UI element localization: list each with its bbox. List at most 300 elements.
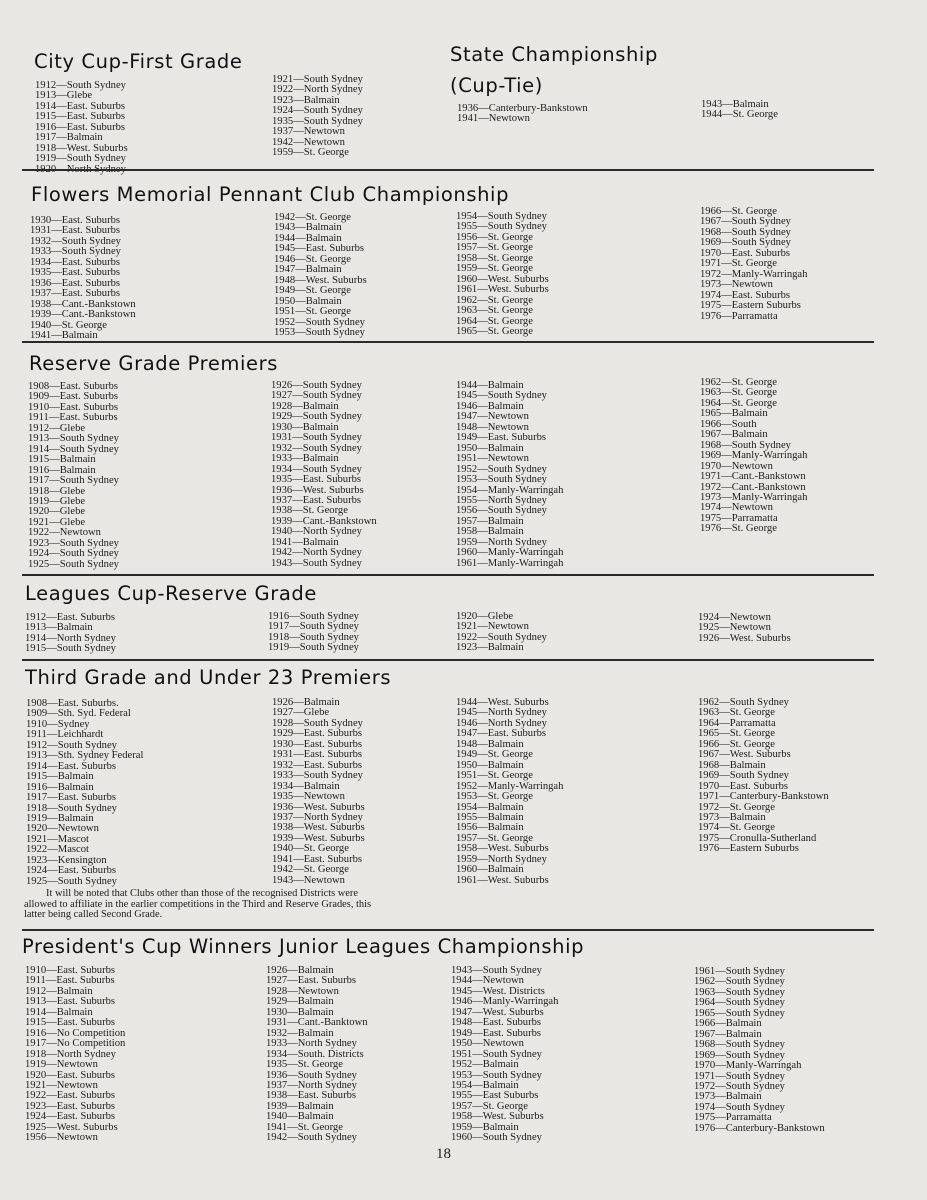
- winner-entry: 1964—Parramatta: [698, 717, 776, 729]
- winner-entry: 1952—Balmain: [451, 1059, 519, 1071]
- winner-entry: 1945—East. Suburbs: [274, 243, 365, 255]
- winner-entry: 1919—South Sydney: [35, 153, 126, 165]
- winner-entry: 1935—St. George: [266, 1059, 343, 1071]
- third-col-2: [272, 698, 365, 886]
- winner-entry: 1919—South Sydney: [268, 642, 359, 654]
- winner-entry: 1921—Mascot: [26, 833, 89, 845]
- winner-entry: 1916—No Competition: [25, 1027, 126, 1039]
- city-cup-heading: City Cup-First Grade: [34, 50, 243, 73]
- winner-entry: 1962—St. George: [700, 377, 777, 388]
- city-cup-col-1: [35, 81, 128, 175]
- winner-entry: 1972—Cant.-Bankstown: [700, 481, 806, 493]
- winner-entry: 1915—Balmain: [26, 771, 94, 783]
- winner-entry: 1924—Newtown: [698, 612, 771, 623]
- leagues-col-2: [268, 612, 359, 654]
- winner-entry: 1975—Cronulla-Sutherland: [698, 832, 817, 844]
- winner-entry: 1912—South Sydney: [35, 80, 126, 91]
- winner-entry: 1933—Balmain: [271, 453, 339, 465]
- winner-entry: 1968—South Sydney: [700, 226, 791, 238]
- winner-entry: 1910—Sydney: [26, 718, 90, 730]
- presidents-col-1: [25, 966, 125, 1144]
- winner-entry: 1964—St. George: [700, 397, 777, 409]
- winner-entry: 1940—St. George: [272, 843, 349, 855]
- winner-entry: 1976—Canterbury-Bankstown: [694, 1122, 825, 1134]
- winner-entry: 1961—West. Suburbs: [456, 874, 549, 886]
- winner-entry: 1975—Eastern Suburbs: [700, 300, 801, 312]
- winner-entry: 1957—St. George: [451, 1100, 528, 1112]
- winner-entry: 1961—West. Suburbs: [456, 284, 549, 296]
- winner-entry: 1946—Balmain: [456, 400, 524, 412]
- footnote-line-3: latter being called Second Grade.: [24, 909, 163, 921]
- winner-entry: 1915—East. Suburbs: [25, 1017, 116, 1029]
- winner-entry: 1933—South Sydney: [30, 246, 121, 258]
- winner-entry: 1962—St. George: [456, 294, 533, 306]
- winner-entry: 1963—St. George: [456, 305, 533, 317]
- winner-entry: 1963—St. George: [698, 707, 775, 719]
- winner-entry: 1919—Balmain: [26, 812, 94, 824]
- winner-entry: 1929—South Sydney: [271, 411, 362, 423]
- winner-entry: 1922—East. Suburbs: [25, 1090, 116, 1102]
- winner-entry: 1926—South Sydney: [271, 380, 362, 391]
- winner-entry: 1918—West. Suburbs: [35, 142, 128, 154]
- winner-entry: 1944—Newtown: [451, 975, 524, 987]
- winner-entry: 1908—East. Suburbs.: [26, 698, 119, 709]
- winner-entry: 1936—West. Suburbs: [272, 801, 365, 813]
- winner-entry: 1930—East. Suburbs: [272, 738, 363, 750]
- winner-entry: 1952—South Sydney: [274, 316, 365, 328]
- winner-entry: 1973—Newtown: [700, 279, 773, 291]
- state-championship-heading-line-2: (Cup-Tie): [450, 74, 543, 97]
- flowers-col-1: [30, 216, 136, 341]
- winner-entry: 1964—South Sydney: [694, 997, 785, 1009]
- leagues-col-1: [25, 613, 116, 655]
- winner-entry: 1960—Manly-Warringah: [456, 547, 564, 559]
- winner-entry: 1969—South Sydney: [694, 1049, 785, 1061]
- winner-entry: 1969—South Sydney: [700, 237, 791, 249]
- third-col-4: [698, 698, 829, 855]
- winner-entry: 1954—South Sydney: [456, 211, 547, 222]
- reserve-col-1: [28, 382, 119, 570]
- winner-entry: 1953—South Sydney: [451, 1069, 542, 1081]
- winner-entry: 1962—South Sydney: [694, 976, 785, 988]
- winner-entry: 1922—Newtown: [28, 527, 101, 539]
- presidents-col-2: [266, 966, 368, 1144]
- winner-entry: 1973—Manly-Warringah: [700, 491, 808, 503]
- winner-entry: 1937—Newtown: [272, 126, 345, 138]
- flowers-col-3: [456, 212, 549, 337]
- winner-entry: 1941—Balmain: [271, 536, 339, 548]
- winner-entry: 1957—Balmain: [456, 515, 524, 527]
- winner-entry: 1954—Manly-Warringah: [456, 484, 564, 496]
- winner-entry: 1950—Balmain: [456, 442, 524, 454]
- winner-entry: 1976—St. George: [700, 523, 777, 535]
- winner-entry: 1968—Balmain: [698, 759, 766, 771]
- winner-entry: 1960—Balmain: [456, 864, 524, 876]
- winner-entry: 1921—South Sydney: [272, 74, 363, 85]
- winner-entry: 1917—No Competition: [25, 1038, 126, 1050]
- winner-entry: 1934—South Sydney: [271, 463, 362, 475]
- winner-entry: 1918—South Sydney: [26, 802, 117, 814]
- winner-entry: 1922—South Sydney: [456, 631, 547, 643]
- winner-entry: 1950—Balmain: [274, 295, 342, 307]
- third-col-3: [456, 698, 563, 886]
- winner-entry: 1926—West. Suburbs: [698, 632, 791, 644]
- winner-entry: 1950—Balmain: [456, 759, 524, 771]
- winner-entry: 1976—Eastern Suburbs: [698, 843, 799, 855]
- winner-entry: 1940—St. George: [30, 319, 107, 331]
- winner-entry: 1935—East. Suburbs: [30, 267, 121, 279]
- winner-entry: 1973—Balmain: [694, 1091, 762, 1103]
- winner-entry: 1952—South Sydney: [456, 463, 547, 475]
- winner-entry: 1923—Balmain: [272, 94, 340, 106]
- winner-entry: 1967—Balmain: [700, 429, 768, 441]
- winner-entry: 1917—East. Suburbs: [26, 792, 117, 804]
- winner-entry: 1961—South Sydney: [694, 966, 785, 977]
- winner-entry: 1925—South Sydney: [26, 875, 117, 887]
- winner-entry: 1967—Balmain: [694, 1028, 762, 1040]
- winner-entry: 1913—Balmain: [25, 622, 93, 634]
- winner-entry: 1968—South Sydney: [694, 1039, 785, 1051]
- winner-entry: 1909—Sth. Syd. Federal: [26, 708, 131, 720]
- winner-entry: 1925—Newtown: [698, 622, 771, 634]
- winner-entry: 1956—St. George: [456, 231, 533, 243]
- winner-entry: 1951—South Sydney: [451, 1048, 542, 1060]
- winner-entry: 1923—East. Suburbs: [25, 1100, 116, 1112]
- winner-entry: 1959—North Sydney: [456, 853, 547, 865]
- winner-entry: 1939—Cant.-Bankstown: [30, 309, 136, 321]
- winner-entry: 1965—Balmain: [700, 408, 768, 420]
- winner-entry: 1976—Parramatta: [700, 310, 778, 322]
- winner-entry: 1914—East. Suburbs: [35, 100, 126, 112]
- winner-entry: 1965—South Sydney: [694, 1007, 785, 1019]
- winner-entry: 1919—Newtown: [25, 1059, 98, 1071]
- winner-entry: 1937—East. Suburbs: [271, 494, 362, 506]
- section-divider: [22, 574, 874, 576]
- winner-entry: 1972—South Sydney: [694, 1080, 785, 1092]
- winner-entry: 1927—South Sydney: [271, 390, 362, 402]
- winner-entry: 1944—West. Suburbs: [456, 697, 549, 708]
- winner-entry: 1953—South Sydney: [274, 326, 365, 338]
- winner-entry: 1949—East. Suburbs: [451, 1027, 542, 1039]
- winner-entry: 1936—Canterbury-Bankstown: [457, 103, 588, 114]
- winner-entry: 1927—Glebe: [272, 707, 330, 719]
- winner-entry: 1914—Balmain: [25, 1006, 93, 1018]
- winner-entry: 1920—Newtown: [26, 823, 99, 835]
- winner-entry: 1955—South Sydney: [456, 221, 547, 233]
- winner-entry: 1934—Balmain: [272, 780, 340, 792]
- winner-entry: 1929—East. Suburbs: [272, 728, 363, 740]
- winner-entry: 1936—West. Suburbs: [271, 484, 364, 496]
- winner-entry: 1966—St. George: [700, 206, 777, 217]
- winner-entry: 1950—Newtown: [451, 1038, 524, 1050]
- winner-entry: 1974—Newtown: [700, 502, 773, 514]
- winner-entry: 1927—East. Suburbs: [266, 975, 357, 987]
- winner-entry: 1974—South Sydney: [694, 1101, 785, 1113]
- winner-entry: 1942—St. George: [272, 864, 349, 876]
- presidents-cup-heading: President's Cup Winners Junior Leagues Championship: [22, 935, 585, 958]
- winner-entry: 1946—Manly-Warringah: [451, 996, 559, 1008]
- winner-entry: 1952—Manly-Warringah: [456, 780, 564, 792]
- winner-entry: 1932—South Sydney: [271, 442, 362, 454]
- winner-entry: 1928—Newtown: [266, 985, 339, 997]
- winner-entry: 1908—East. Suburbs: [28, 381, 119, 392]
- winner-entry: 1938—Cant.-Bankstown: [30, 298, 136, 310]
- winner-entry: 1941—St. George: [266, 1121, 343, 1133]
- flowers-memorial-heading: Flowers Memorial Pennant Club Championship: [31, 183, 510, 206]
- winner-entry: 1946—St. George: [274, 253, 351, 265]
- winner-entry: 1932—Balmain: [266, 1027, 334, 1039]
- winner-entry: 1917—South Sydney: [268, 621, 359, 633]
- winner-entry: 1944—St. George: [701, 109, 778, 121]
- winner-entry: 1932—South Sydney: [30, 235, 121, 247]
- state-championship-col-2: [701, 100, 778, 121]
- winner-entry: 1971—South Sydney: [694, 1070, 785, 1082]
- winner-entry: 1967—South Sydney: [700, 216, 791, 228]
- winner-entry: 1910—East. Suburbs: [25, 965, 116, 976]
- winner-entry: 1916—East. Suburbs: [35, 121, 126, 133]
- winner-entry: 1941—East. Suburbs: [272, 853, 363, 865]
- winner-entry: 1915—South Sydney: [25, 643, 116, 655]
- winner-entry: 1938—East. Suburbs: [266, 1090, 357, 1102]
- winner-entry: 1921—Glebe: [28, 516, 86, 528]
- reserve-grade-heading: Reserve Grade Premiers: [29, 352, 279, 375]
- winner-entry: 1925—West. Suburbs: [25, 1121, 118, 1133]
- winner-entry: 1966—Balmain: [694, 1018, 762, 1030]
- winner-entry: 1964—St. George: [456, 315, 533, 327]
- winner-entry: 1949—St. George: [274, 285, 351, 297]
- winner-entry: 1972—Manly-Warringah: [700, 268, 808, 280]
- winner-entry: 1967—West. Suburbs: [698, 749, 791, 761]
- winner-entry: 1925—South Sydney: [28, 558, 119, 570]
- reserve-col-4: [700, 378, 807, 535]
- winner-entry: 1966—St. George: [698, 738, 775, 750]
- winner-entry: 1955—East Suburbs: [451, 1090, 539, 1102]
- winner-entry: 1956—Newtown: [25, 1132, 98, 1144]
- winner-entry: 1969—Manly-Warringah: [700, 450, 808, 462]
- winner-entry: 1963—St. George: [700, 387, 777, 399]
- winner-entry: 1965—St. George: [456, 325, 533, 337]
- winner-entry: 1971—Canterbury-Bankstown: [698, 791, 829, 803]
- winner-entry: 1969—South Sydney: [698, 770, 789, 782]
- winner-entry: 1951—St. George: [456, 770, 533, 782]
- section-divider: [22, 341, 874, 343]
- winner-entry: 1961—Manly-Warringah: [456, 557, 564, 569]
- winner-entry: 1938—St. George: [271, 505, 348, 517]
- third-grade-heading: Third Grade and Under 23 Premiers: [25, 666, 392, 689]
- state-championship-col-1: [457, 104, 588, 125]
- winner-entry: 1942—St. George: [274, 212, 351, 223]
- winner-entry: 1917—Balmain: [35, 132, 103, 144]
- winner-entry: 1930—East. Suburbs: [30, 215, 121, 226]
- winner-entry: 1960—West. Suburbs: [456, 273, 549, 285]
- winner-entry: 1926—Balmain: [272, 697, 340, 708]
- winner-entry: 1926—Balmain: [266, 965, 334, 976]
- winner-entry: 1916—Balmain: [26, 781, 94, 793]
- winner-entry: 1921—Newtown: [456, 621, 529, 633]
- winner-entry: 1947—Newtown: [456, 411, 529, 423]
- presidents-col-3: [451, 966, 558, 1144]
- winner-entry: 1945—North Sydney: [456, 707, 547, 719]
- winner-entry: 1957—St. George: [456, 832, 533, 844]
- winner-entry: 1911—East. Suburbs: [28, 412, 118, 424]
- third-col-1: [26, 699, 143, 887]
- winner-entry: 1911—Leichhardt: [26, 729, 104, 741]
- winner-entry: 1943—Balmain: [274, 222, 342, 234]
- winner-entry: 1947—East. Suburbs: [456, 728, 547, 740]
- winner-entry: 1924—South Sydney: [272, 105, 363, 117]
- winner-entry: 1965—St. George: [698, 728, 775, 740]
- winner-entry: 1959—St. George: [456, 263, 533, 275]
- section-divider: [22, 659, 874, 661]
- winner-entry: 1912—Balmain: [25, 985, 93, 997]
- winner-entry: 1963—South Sydney: [694, 986, 785, 998]
- winner-entry: 1931—South Sydney: [271, 432, 362, 444]
- winner-entry: 1954—Balmain: [456, 801, 524, 813]
- winner-entry: 1943—Balmain: [701, 99, 769, 110]
- flowers-col-4: [700, 207, 807, 322]
- winner-entry: 1912—Glebe: [28, 422, 86, 434]
- winner-entry: 1937—East. Suburbs: [30, 288, 121, 300]
- winner-entry: 1956—Balmain: [456, 822, 524, 834]
- winner-entry: 1947—Balmain: [274, 264, 342, 276]
- winner-entry: 1928—Balmain: [271, 400, 339, 412]
- winner-entry: 1922—North Sydney: [272, 84, 363, 96]
- winner-entry: 1956—South Sydney: [456, 505, 547, 517]
- winner-entry: 1970—East. Suburbs: [698, 780, 789, 792]
- winner-entry: 1936—East. Suburbs: [30, 277, 121, 289]
- leagues-col-3: [456, 612, 547, 654]
- winner-entry: 1909—East. Suburbs: [28, 391, 119, 403]
- winner-entry: 1936—South Sydney: [266, 1069, 357, 1081]
- winner-entry: 1958—West. Suburbs: [456, 843, 549, 855]
- winner-entry: 1973—Balmain: [698, 811, 766, 823]
- winner-entry: 1916—Balmain: [28, 464, 96, 476]
- winner-entry: 1913—South Sydney: [28, 433, 119, 445]
- winner-entry: 1974—East. Suburbs: [700, 289, 791, 301]
- winner-entry: 1931—Cant.-Banktown: [266, 1017, 368, 1029]
- winner-entry: 1939—Balmain: [266, 1100, 334, 1112]
- winner-entry: 1972—St. George: [698, 801, 775, 813]
- winner-entry: 1943—Newtown: [272, 874, 345, 886]
- winner-entry: 1920—East. Suburbs: [25, 1069, 116, 1081]
- leagues-col-4: [698, 613, 791, 644]
- winner-entry: 1929—Balmain: [266, 996, 334, 1008]
- winner-entry: 1974—St. George: [698, 822, 775, 834]
- winner-entry: 1934—South. Districts: [266, 1048, 364, 1060]
- winner-entry: 1912—South Sydney: [26, 739, 117, 751]
- section-divider: [22, 929, 874, 931]
- winner-entry: 1919—Glebe: [28, 495, 86, 507]
- winner-entry: 1918—North Sydney: [25, 1048, 116, 1060]
- footnote-line-2: allowed to affiliate in the earlier competitions in the Third and Reserve Grades, this: [24, 898, 372, 910]
- winner-entry: 1917—South Sydney: [28, 475, 119, 487]
- reserve-col-3: [456, 381, 563, 569]
- winner-entry: 1913—Glebe: [35, 90, 93, 102]
- winner-entry: 1954—Balmain: [451, 1079, 519, 1091]
- winner-entry: 1916—South Sydney: [268, 611, 359, 622]
- winner-entry: 1971—St. George: [700, 258, 777, 270]
- winner-entry: 1923—South Sydney: [28, 537, 119, 549]
- winner-entry: 1942—Newtown: [272, 136, 345, 148]
- winner-entry: 1953—St. George: [456, 791, 533, 803]
- section-divider: [22, 169, 874, 171]
- winner-entry: 1958—Balmain: [456, 526, 524, 538]
- winner-entry: 1924—East. Suburbs: [25, 1111, 116, 1123]
- winner-entry: 1966—South: [700, 418, 757, 430]
- winner-entry: 1933—North Sydney: [266, 1038, 357, 1050]
- winner-entry: 1955—Balmain: [456, 811, 524, 823]
- winner-entry: 1915—Balmain: [28, 454, 96, 466]
- winner-entry: 1958—West. Suburbs: [451, 1111, 544, 1123]
- leagues-cup-heading: Leagues Cup-Reserve Grade: [25, 582, 317, 605]
- winner-entry: 1934—East. Suburbs: [30, 256, 121, 268]
- flowers-col-2: [274, 213, 367, 338]
- page-number: 18: [436, 1146, 451, 1162]
- winner-entry: 1943—South Sydney: [271, 557, 362, 569]
- winner-entry: 1949—St. George: [456, 749, 533, 761]
- winner-entry: 1945—South Sydney: [456, 390, 547, 402]
- footnote-line-1: It will be noted that Clubs other than those of the recognised Districts were: [46, 888, 358, 899]
- winner-entry: 1937—North Sydney: [272, 811, 363, 823]
- winner-entry: 1970—Newtown: [700, 460, 773, 472]
- winner-entry: 1948—Balmain: [456, 738, 524, 750]
- winner-entry: 1931—East. Suburbs: [272, 749, 363, 761]
- winner-entry: 1920—Glebe: [456, 611, 514, 622]
- winner-entry: 1951—Newtown: [456, 453, 529, 465]
- winner-entry: 1930—Balmain: [271, 421, 339, 433]
- winner-entry: 1941—Balmain: [30, 329, 98, 341]
- winner-entry: 1935—South Sydney: [272, 115, 363, 127]
- winner-entry: 1959—North Sydney: [456, 536, 547, 548]
- winner-entry: 1930—Balmain: [266, 1006, 334, 1018]
- winner-entry: 1958—St. George: [456, 252, 533, 264]
- state-championship-heading-line-1: State Championship: [450, 43, 658, 66]
- winner-entry: 1959—Balmain: [451, 1121, 519, 1133]
- winner-entry: 1932—East. Suburbs: [272, 759, 363, 771]
- winner-entry: 1939—West. Suburbs: [272, 832, 365, 844]
- winner-entry: 1971—Cant.-Bankstown: [700, 471, 806, 483]
- winner-entry: 1928—South Sydney: [272, 717, 363, 729]
- winner-entry: 1940—Balmain: [266, 1111, 334, 1123]
- winner-entry: 1941—Newtown: [457, 113, 530, 125]
- winner-entry: 1957—St. George: [456, 242, 533, 254]
- winner-entry: 1960—South Sydney: [451, 1132, 542, 1144]
- winner-entry: 1968—South Sydney: [700, 439, 791, 451]
- winner-entry: 1975—Parramatta: [694, 1112, 772, 1124]
- winner-entry: 1921—Newtown: [25, 1079, 98, 1091]
- winner-entry: 1920—Glebe: [28, 506, 86, 518]
- winner-entry: 1914—North Sydney: [25, 632, 116, 644]
- winner-entry: 1924—East. Suburbs: [26, 865, 117, 877]
- winner-entry: 1962—South Sydney: [698, 697, 789, 708]
- winner-entry: 1947—West. Suburbs: [451, 1006, 544, 1018]
- winner-entry: 1913—Sth. Sydney Federal: [26, 750, 144, 762]
- winner-entry: 1946—North Sydney: [456, 717, 547, 729]
- winner-entry: 1945—West. Districts: [451, 985, 545, 997]
- winner-entry: 1944—Balmain: [456, 380, 524, 391]
- winner-entry: 1939—Cant.-Bankstown: [271, 515, 377, 527]
- presidents-col-4: [694, 967, 825, 1134]
- winner-entry: 1955—North Sydney: [456, 494, 547, 506]
- winner-entry: 1940—North Sydney: [271, 526, 362, 538]
- winner-entry: 1910—East. Suburbs: [28, 401, 119, 413]
- winner-entry: 1912—East. Suburbs: [25, 612, 116, 623]
- winner-entry: 1935—Newtown: [272, 791, 345, 803]
- third-grade-footnote: [24, 889, 524, 921]
- winner-entry: 1943—South Sydney: [451, 965, 542, 976]
- winner-entry: 1938—West. Suburbs: [272, 822, 365, 834]
- winner-entry: 1918—South Sydney: [268, 631, 359, 643]
